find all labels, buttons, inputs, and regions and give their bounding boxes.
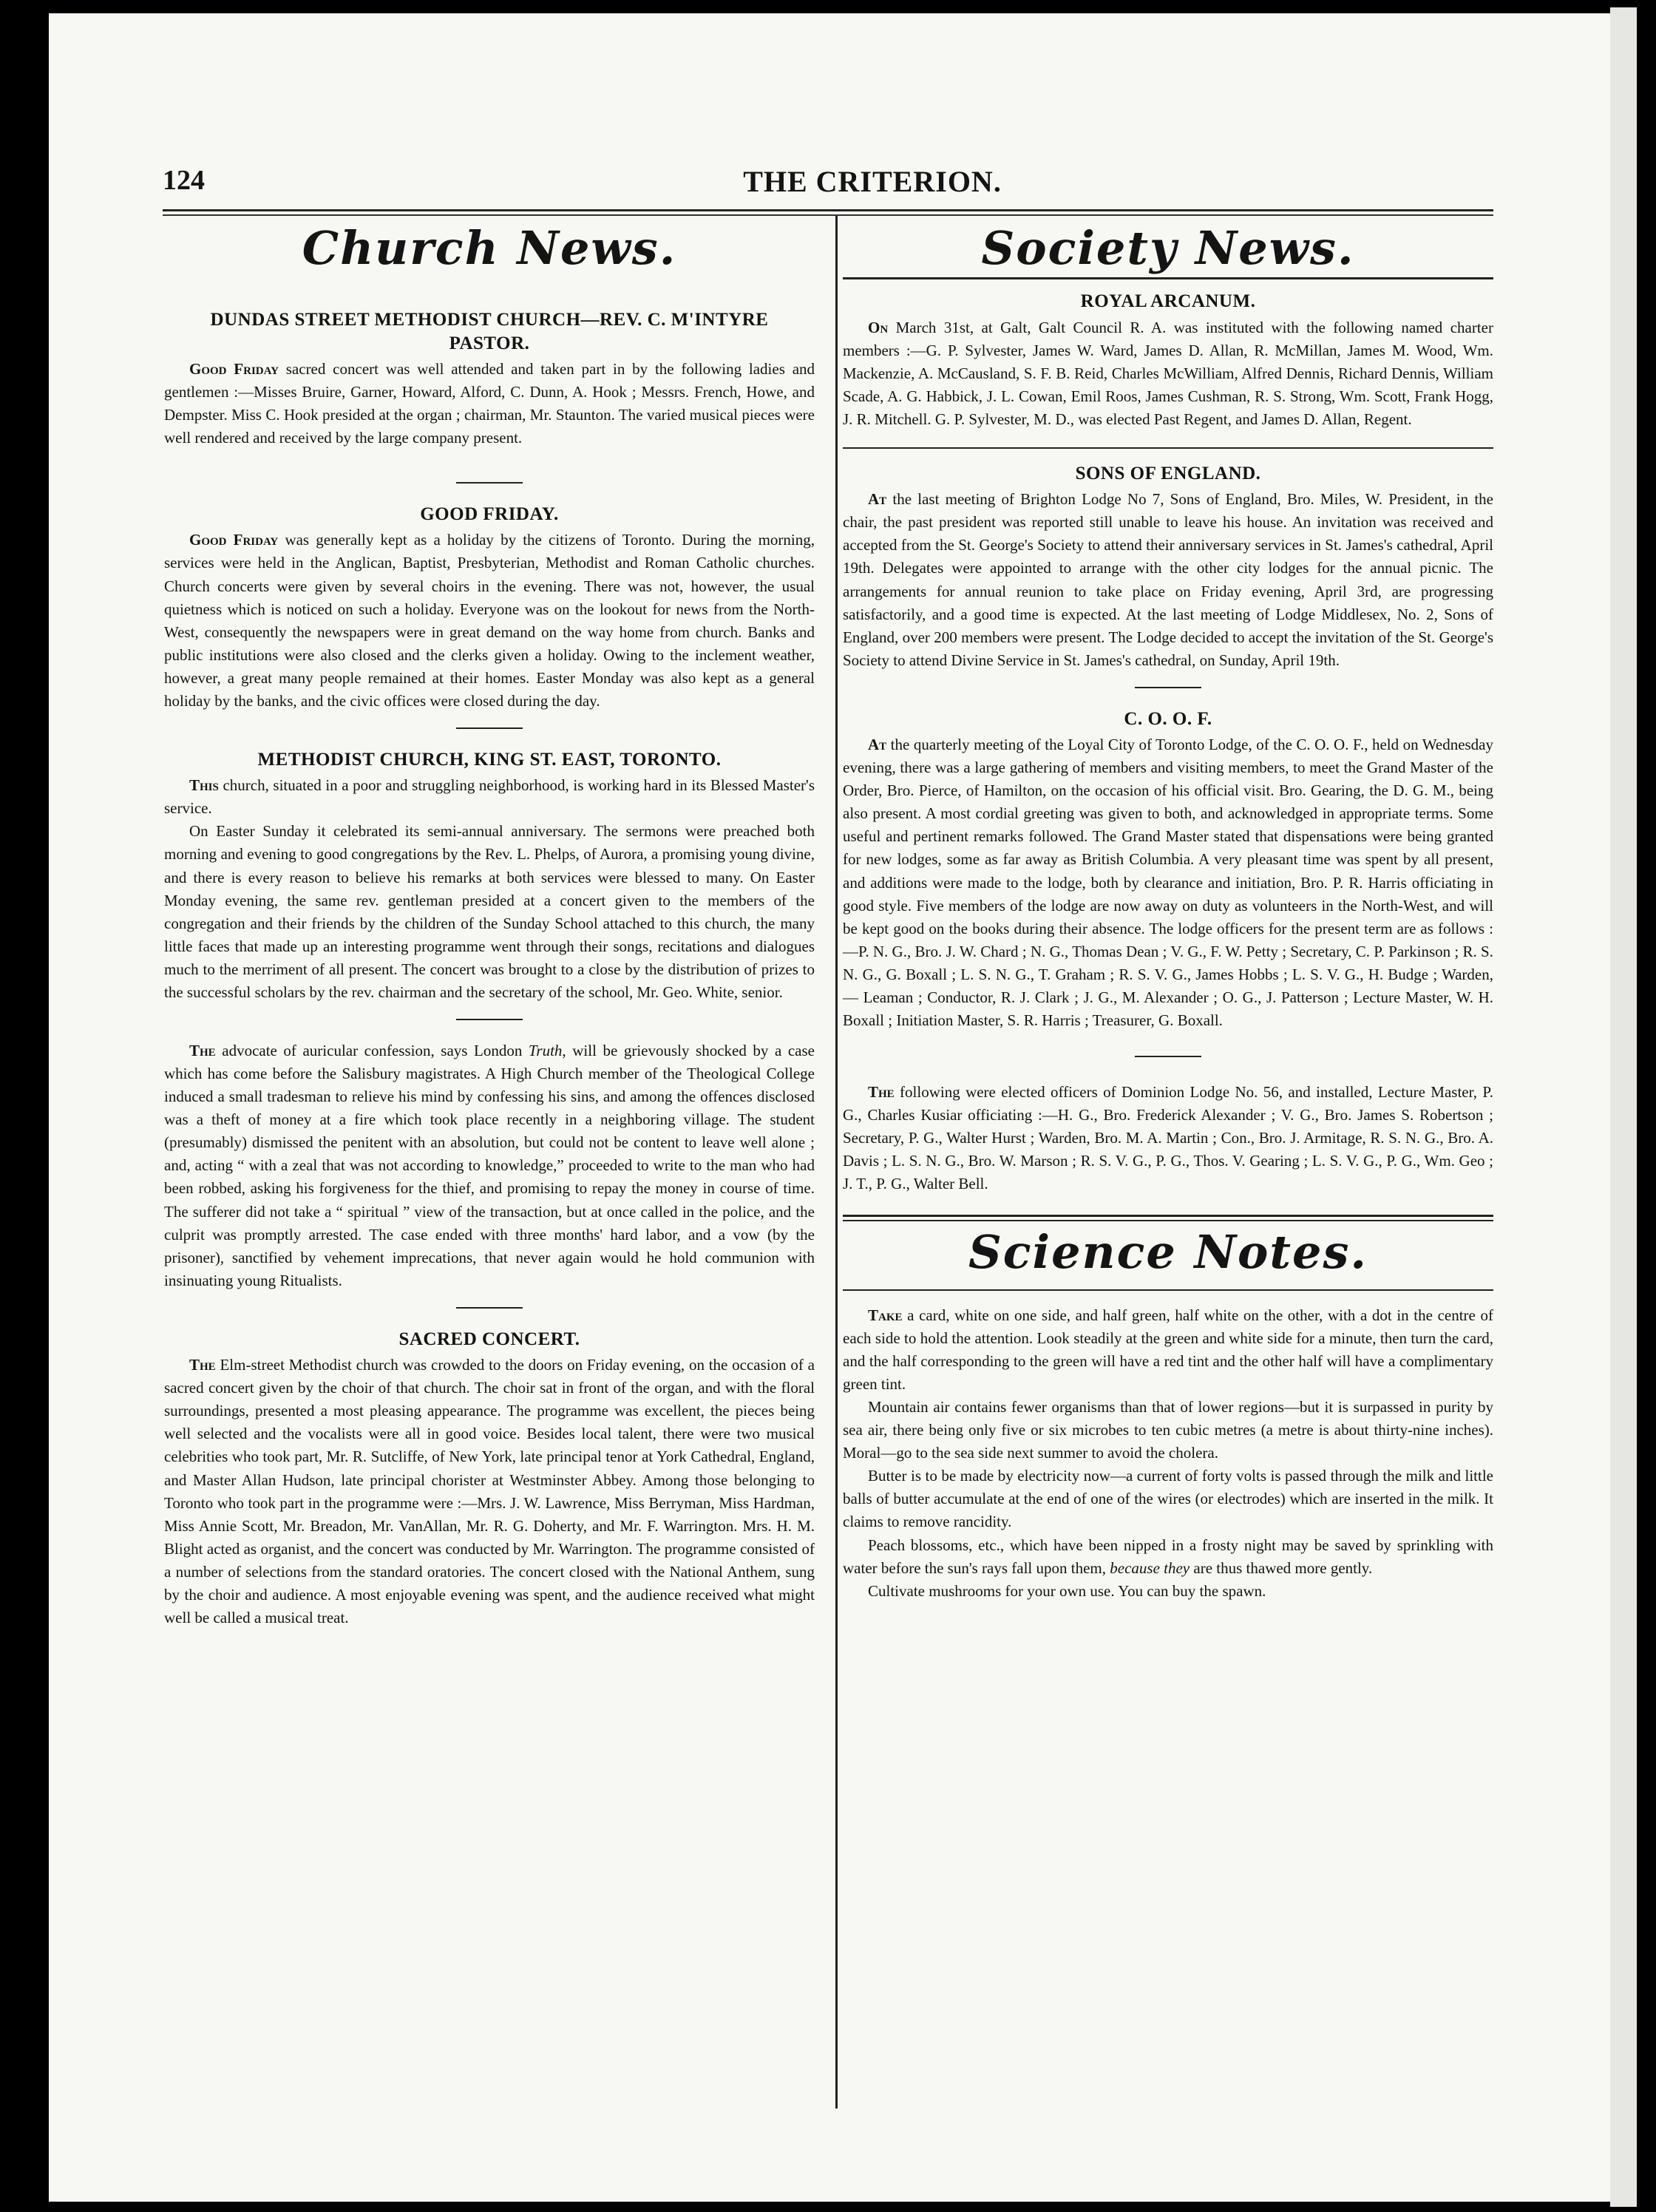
article-text: sacred concert was well attended and taken part in by the following ladies and gentlemen :—Misses Bruire, Garner, Howard, Alford, C. Dunn, A. Hook ; Messrs. French, Howe, and Dempster. Miss C. Hook presided at the organ ; chairman, Mr. Staunton. The varied musical pieces were well rendered and received by the large company present.	[164, 359, 815, 447]
column-divider	[835, 216, 838, 2108]
running-title: THE CRITERION.	[743, 165, 1002, 198]
section-rule	[843, 447, 1493, 449]
article-text: the last meeting of Brighton Lodge No 7, Sons of England, Bro. Miles, W. President, in the chair, the past president was reported still unable to leave his house. An invitation was received and accepted from the St. George's Society to attend their anniversary services in St. James's cathedral, April 19th. Delegates were appointed to arrange with the other city lodges for the annual picnic. The arrangements for annual reunion to take place on Friday evening, April 3rd, are progressing satisfactorily, and a good time is expected. At the last meeting of Lodge Middlesex, No. 2, Sons of England, over 200 members were present. The Lodge decided to accept the invitation of the St. George's Society to attend Divine Service in St. James's cathedral, on Sunday, April 19th.	[843, 490, 1494, 669]
article-body: On Easter Sunday it celebrated its semi-annual anniversary. The sermons were preached both morning and evening to good congregations by the Rev. L. Phelps, of Aurora, a promising young divine, and there is every reason to believe his remarks at both services were blessed to many. On Easter Monday evening, the same rev. gentleman presided at a concert given to the members of the congregation and their friends by the children of the Sunday School attached to this church, the many little faces that made up an interesting programme went through their songs, recitations and dialogues much to the merriment of all present. The concert was brought to a close by the distribution of prizes to the successful scholars by the rev. chairman and the secretary of the school, Mr. Geo. White, senior.	[164, 822, 815, 1001]
article-text: was generally kept as a holiday by the citizens of Toronto. During the morning, services were held in the Anglican, Baptist, Presbyterian, Methodist and Roman Catholic churches. Church concerts were given by several choirs in the evening. There was not, however, the usual quietness which is noticed on such a holiday. Everyone was on the lookout for news from the North-West, consequently the newspapers were in great demand on the way home from church. Banks and public institutions were also closed and the clerks given a holiday. Owing to the inclement weather, however, a great many people remained at their homes. Easter Monday was also kept as a general holiday by the banks, and the civic offices were closed during the day.	[164, 531, 815, 710]
science-note	[843, 1304, 1493, 1396]
article-body	[843, 488, 1493, 672]
article-royal-arcanum	[843, 290, 1493, 431]
article-good-friday	[164, 503, 815, 713]
note-text: a card, white on one side, and half green, half white on the other, with a dot in the centre of each side to hold the attention. Look steadily at the green and white side for a minute, then turn the card, and the half corresponding to the green will have a red tint and the other half will have a complimentary green tint.	[843, 1306, 1493, 1393]
section-separator	[456, 727, 523, 729]
article-title: DUNDAS STREET METHODIST CHURCH—REV. C. M'INTYRE PASTOR.	[210, 310, 769, 353]
article-title: GOOD FRIDAY.	[420, 504, 559, 525]
science-note: Cultivate mushrooms for your own use. You can buy the spawn.	[868, 1581, 1266, 1600]
church-news-column	[164, 222, 815, 1629]
section-rule	[843, 1215, 1493, 1217]
article-sons-of-england	[843, 462, 1493, 672]
article-coof	[843, 708, 1493, 1032]
society-news-column	[843, 222, 1493, 1603]
science-notes	[843, 1304, 1493, 1603]
science-notes-heading: Science Notes.	[968, 1225, 1368, 1280]
article-text: following were elected officers of Dominion Lodge No. 56, and installed, Lecture Master, P. G., Charles Kusiar officiating :—H. G., Bro. Frederick Alexander ; V. G., Bro. James S. Robertson ; Secretary, P. G., Walter Hurst ; Warden, Bro. M. A. Martin ; Con., Bro. J. Armitage, R. S. N. G., Bro. A. Davis ; L. S. N. G., Bro. W. Marson ; R. S. V. G., P. G., Thos. V. Gearing ; L. S. V. G., P. G., Wm. Geo ; J. T., P. G., Walter Bell.	[843, 1083, 1493, 1193]
article-text: advocate of auricular confession, says London	[222, 1042, 523, 1060]
page-header	[163, 164, 1493, 201]
article-title: ROYAL ARCANUM.	[1080, 291, 1256, 312]
article-body	[164, 529, 815, 713]
section-separator	[456, 482, 523, 484]
article-text: Elm-street Methodist church was crowded to the doors on Friday evening, on the occasion of a sacred concert given by the choir of that church. The choir sat in front of the organ, and with the floral surroundings, presented a most pleasing appearance. The programme was excellent, the pieces being well selected and the vocalists were all in good voice. Besides local talent, there were two musical celebrities who took part, Mr. R. Sutcliffe, of New York, late principal tenor at York Cathedral, England, and Master Allan Hudson, late principal chorister at Westminster Abbey. Among those belonging to Toronto who took part in the programme were :—Mrs. J. W. Lawrence, Miss Berryman, Miss Hardman, Miss Annie Scott, Mr. Breadon, Mr. VanAllan, Mr. R. G. Doherty, and Mr. F. Warrington. Mrs. H. M. Blight acted as organist, and the concert was conducted by Mr. Warrington. The programme consisted of a number of selections from the standard oratories. The concert closed with the National Anthem, sung by the choir and audience. A most enjoyable evening was spent, and the audience received what might well be called a musical treat.	[164, 1356, 815, 1626]
section-separator	[1135, 687, 1201, 688]
article-body	[164, 1354, 815, 1629]
article-text: , will be grievously shocked by a case which has come before the Salisbury magistrates. A High Church member of the Theological College induced a small tradesman to relieve his mind by confessing his sins, and among the offences disclosed was a theft of money at a fire which took place recently in a neighboring village. The student (presumably) dismissed the penitent with an absolution, but could not be content to leave well alone ; and, acting “ with a zeal that was not according to knowledge,” proceeded to write to the man who had been robbed, asking his forgiveness for the thief, and promising to repay the money in course of time. The sufferer did not take a “ spiritual ” view of the transaction, but at once called in the police, and the culprit was promptly arrested. The case ended with three months' hard labor, and a vow (by the prisoner), sanctified by vehement imprecations, that never again would he hold communion with insinuating young Ritualists.	[164, 1042, 815, 1289]
page-number: 124	[163, 165, 205, 196]
article-title: SONS OF ENGLAND.	[1075, 463, 1261, 484]
article-body	[164, 774, 815, 820]
article-body	[164, 1039, 815, 1292]
article-auricular-confession	[164, 1039, 815, 1292]
lead-word: On	[868, 318, 889, 336]
society-news-heading: Society News.	[981, 221, 1355, 275]
article-title: METHODIST CHURCH, KING ST. EAST, TORONTO.	[257, 749, 722, 770]
article-body	[164, 358, 815, 449]
lead-word: The	[189, 1042, 216, 1060]
section-rule	[843, 277, 1493, 279]
lead-word: At	[868, 736, 887, 754]
lead-word: This	[189, 776, 219, 795]
section-separator	[456, 1307, 523, 1309]
article-title: SACRED CONCERT.	[398, 1329, 580, 1349]
article-dominion-lodge	[843, 1081, 1493, 1195]
article-methodist-king-st	[164, 748, 815, 1004]
church-news-heading: Church News.	[302, 221, 677, 275]
science-note: Butter is to be made by electricity now—a current of forty volts is passed through the milk and little balls of butter accumulate at the end of one of the wires (or electrodes) which are inserted in the milk. It claims to remove rancidity.	[843, 1467, 1493, 1531]
article-dundas-street	[164, 308, 815, 449]
note-emphasis: because they	[1110, 1558, 1190, 1577]
lead-word: Good Friday	[189, 359, 279, 378]
section-separator	[1135, 1056, 1201, 1057]
page-edge	[1610, 7, 1637, 2207]
science-note	[843, 1534, 1493, 1580]
article-body	[843, 316, 1493, 431]
section-rule	[843, 1289, 1493, 1291]
publication-name: Truth	[528, 1042, 563, 1060]
section-rule	[843, 1220, 1493, 1221]
section-separator	[456, 1019, 523, 1020]
lead-word: Good Friday	[189, 531, 279, 549]
header-rule-top	[163, 209, 1493, 211]
lead-word: The	[189, 1356, 216, 1374]
article-text: church, situated in a poor and struggling neighborhood, is working hard in its Blessed Master's service.	[164, 776, 815, 818]
article-sacred-concert	[164, 1328, 815, 1629]
article-body	[843, 733, 1493, 1032]
lead-word: The	[868, 1083, 895, 1102]
note-text: Peach blossoms, etc., which have been nipped in a frosty night may be saved by sprinkling with water before the sun's rays fall upon them,	[843, 1536, 1493, 1577]
article-text: March 31st, at Galt, Galt Council R. A. was instituted with the following named charter members :—G. P. Sylvester, James W. Ward, James D. Allan, R. McMillan, James M. Wood, Wm. Mackenzie, A. McCausland, S. F. B. Reid, Charles McWilliam, Alfred Dennis, Richard Dennis, William Scade, A. G. Habbick, J. L. Cowan, Emil Roos, James Cushman, R. S. Strong, Wm. Scott, Frank Hogg, J. R. Mitchell. G. P. Sylvester, M. D., was elected Past Regent, and James D. Allan, Regent.	[843, 318, 1493, 428]
article-title: C. O. O. F.	[1124, 708, 1212, 729]
article-body	[843, 1081, 1493, 1195]
header-rule-bottom	[163, 214, 1493, 216]
lead-word: At	[868, 490, 887, 509]
article-text: the quarterly meeting of the Loyal City of Toronto Lodge, of the C. O. O. F., held on Wednesday evening, there was a large gathering of members and visiting members, to meet the Grand Master of the Order, Bro. Pierce, of Hamilton, on the occasion of his official visit. Bro. Gearing, the D. G. M., being also present. A most cordial greeting was given to both, and acknowledged in appropriate terms. Some useful and pertinent remarks followed. The Grand Master stated that dispensations were being granted for new lodges, some as far away as British Columbia. A very pleasant time was spent by all present, and additions were made to the lodge, both by clearance and initiation, Bro. P. R. Harris officiating in good style. Five members of the lodge are now away on duty as volunteers in the North-West, and will be kept good on the books during their absence. The lodge officers for the present term are as follows :—P. N. G., Bro. J. W. Chard ; N. G., Thomas Dean ; V. G., F. W. Petty ; Secretary, C. P. Parkinson ; R. S. N. G., G. Boxall ; L. S. N. G., T. Graham ; R. S. V. G., James Hobbs ; L. S. V. G., H. Budge ; Warden, — Leaman ; Conductor, R. J. Clark ; J. G., M. Alexander ; O. G., J. Patterson ; Lecture Master, W. H. Boxall ; Initiation Master, S. R. Harris ; Treasurer, G. Boxall.	[843, 736, 1494, 1029]
science-note: Mountain air contains fewer organisms than that of lower regions—but it is surpassed in purity by sea air, there being only five or six microbes to ten cubic metres (a metre is about thirty-nine inches). Moral—go to the sea side next summer to avoid the cholera.	[843, 1398, 1493, 1462]
lead-word: Take	[868, 1306, 903, 1324]
note-text: are thus thawed more gently.	[1193, 1558, 1373, 1577]
